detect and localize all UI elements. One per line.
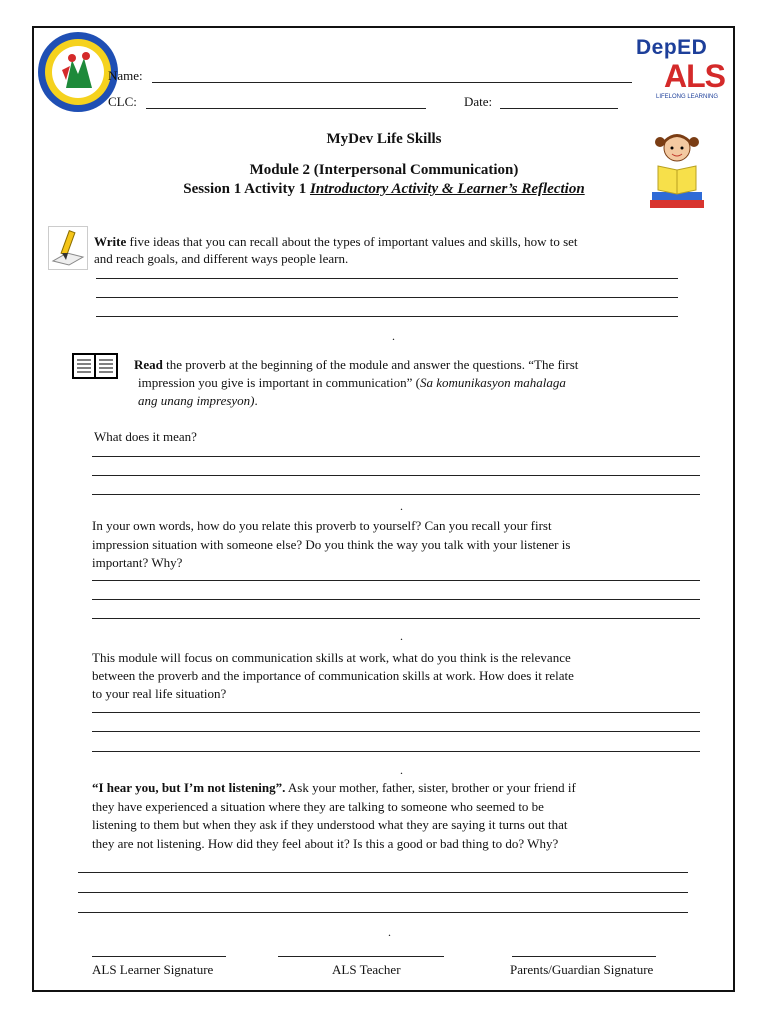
write-instruction-line1: Write five ideas that you can recall about the types of important values and skills, how to set <box>94 234 578 249</box>
q3-answer-line[interactable] <box>92 751 700 752</box>
read-instruction-line1: Read the proverb at the beginning of the module and answer the questions. “The first <box>134 357 579 372</box>
question-2-line3: important? Why? <box>92 555 183 570</box>
q4-answer-line[interactable] <box>78 912 688 913</box>
clc-field[interactable] <box>146 108 426 109</box>
question-4-heading: “I hear you, but I’m not listening”. <box>92 780 286 795</box>
write-answer-line[interactable] <box>96 297 678 298</box>
pencil-paper-icon <box>48 226 88 270</box>
name-field[interactable] <box>152 82 632 83</box>
read-keyword: Read <box>134 357 163 372</box>
parent-signature-label: Parents/Guardian Signature <box>510 962 654 977</box>
read-instruction-line2: impression you give is important in communication” (Sa komunikasyon mahalaga <box>138 375 566 390</box>
q2-answer-line[interactable] <box>92 580 700 581</box>
q2-answer-line[interactable] <box>92 599 700 600</box>
session-activity-title: Introductory Activity & Learner’s Reflection <box>309 181 585 197</box>
write-answer-line[interactable] <box>96 278 678 279</box>
end-dot: . <box>392 329 395 343</box>
write-answer-line[interactable] <box>96 316 678 317</box>
als-tagline: LIFELONG LEARNING <box>656 94 719 100</box>
deped-logo: DepED <box>636 36 708 59</box>
q1-answer-line[interactable] <box>92 475 700 476</box>
q4-answer-line[interactable] <box>78 872 688 873</box>
q3-answer-line[interactable] <box>92 712 700 713</box>
question-4-line1: “I hear you, but I’m not listening”. Ask your mother, father, sister, brother or your friend if <box>92 780 576 795</box>
question-2-line2: impression situation with someone else? Do you think the way you talk with your listener is <box>92 537 571 552</box>
module-title: Module 2 (Interpersonal Communication) <box>249 162 519 178</box>
question-3-line1: This module will focus on communication skills at work, what do you think is the relevance <box>92 650 571 665</box>
end-dot: . <box>388 925 391 939</box>
q3-answer-line[interactable] <box>92 731 700 732</box>
q1-answer-line[interactable] <box>92 494 700 495</box>
end-dot: . <box>400 629 403 643</box>
open-book-icon <box>72 352 118 380</box>
date-field[interactable] <box>500 108 618 109</box>
question-4-line4: they are not listening. How did they feel about it? Is this a good or bad thing to do? Why? <box>92 836 559 851</box>
q4-answer-line[interactable] <box>78 892 688 893</box>
q1-answer-line[interactable] <box>92 456 700 457</box>
question-2-line1: In your own words, how do you relate this proverb to yourself? Can you recall your first <box>92 518 552 533</box>
session-prefix: Session 1 Activity 1 <box>183 181 307 197</box>
date-label: Date: <box>464 94 493 109</box>
learner-signature-label: ALS Learner Signature <box>92 962 214 977</box>
als-logo: ALS <box>664 58 725 94</box>
question-3-line2: between the proverb and the importance of communication skills at work. How does it relate <box>92 668 574 683</box>
parent-signature-line[interactable] <box>512 956 656 957</box>
teacher-signature-line[interactable] <box>278 956 444 957</box>
read-instruction-line3: ang unang impresyon). <box>138 393 258 408</box>
end-dot: . <box>400 763 403 777</box>
question-3-line3: to your real life situation? <box>92 686 227 701</box>
clc-label: CLC: <box>108 94 137 109</box>
learner-signature-line[interactable] <box>92 956 226 957</box>
course-title: MyDev Life Skills <box>326 131 442 147</box>
write-instruction-line2: and reach goals, and different ways people learn. <box>94 251 349 266</box>
girl-reading-illustration <box>646 130 708 212</box>
question-4-line2: they have experienced a situation where they are talking to someone who seemed to be <box>92 799 544 814</box>
question-4-line3: listening to them but when they ask if they understood what they are saying it turns out that <box>92 817 568 832</box>
write-keyword: Write <box>94 234 127 249</box>
end-dot: . <box>400 499 403 513</box>
question-1: What does it mean? <box>94 429 197 444</box>
name-label: Name: <box>108 68 143 83</box>
q2-answer-line[interactable] <box>92 618 700 619</box>
teacher-signature-label: ALS Teacher <box>332 962 401 977</box>
